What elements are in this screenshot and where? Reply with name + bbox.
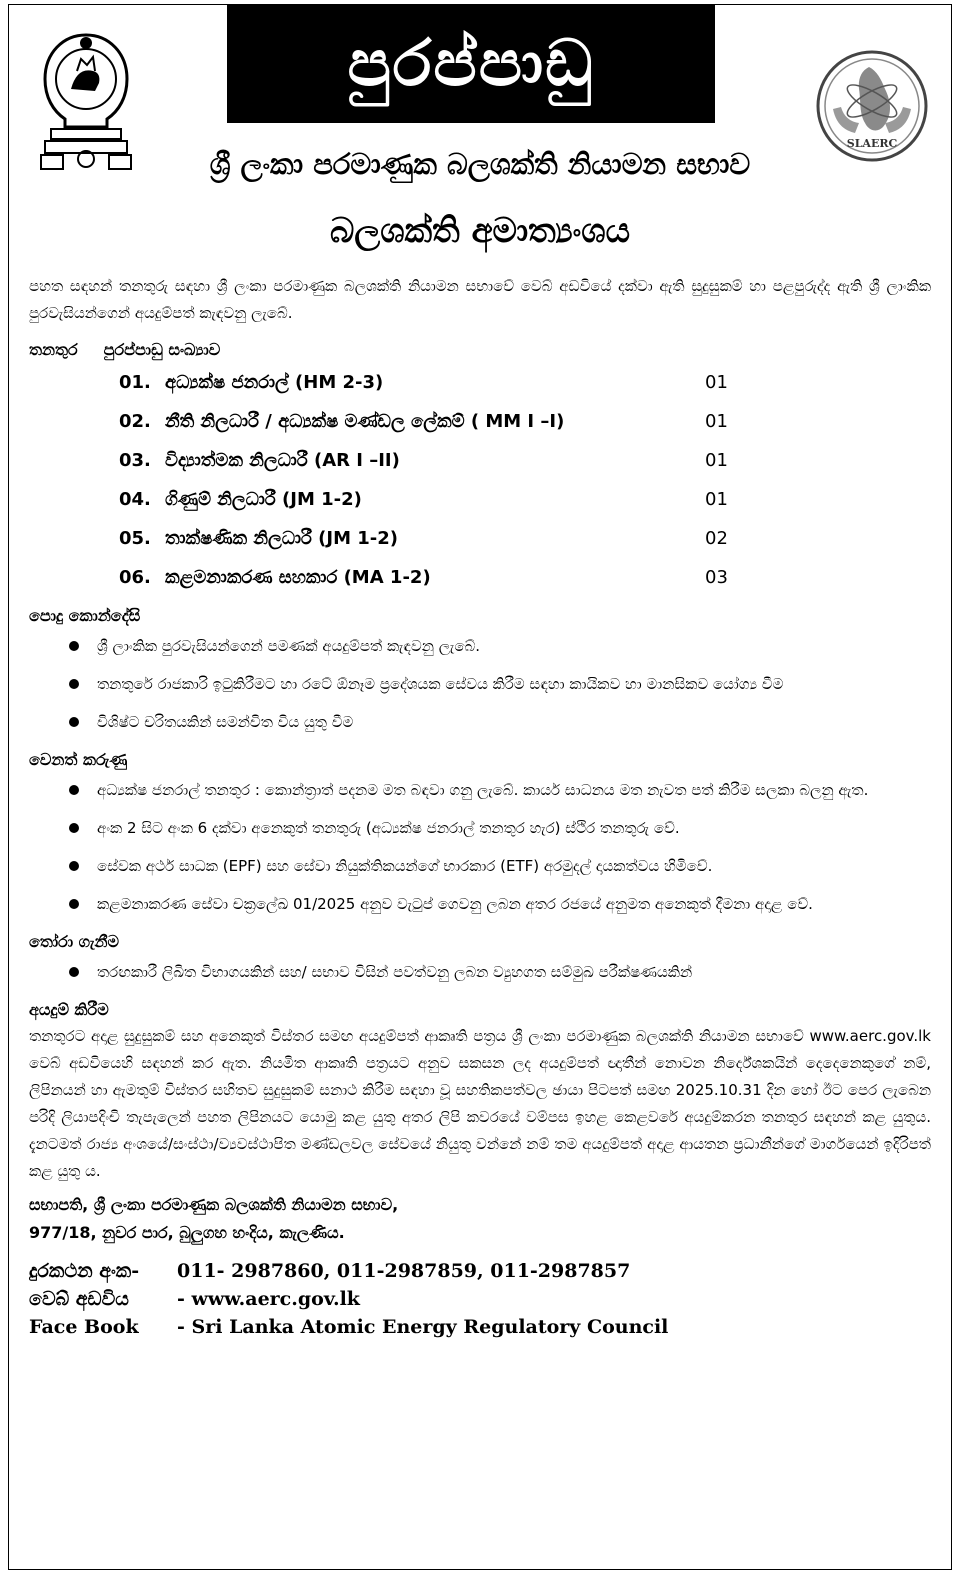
table-row [119,441,765,480]
other-facts-heading: වෙනත් කරුණු [29,750,128,769]
facebook-row [29,1313,931,1341]
list-item: අධ්‍යක්ෂ ජනරාල් තනතුර : කොන්ත්‍රාත් පදනම මත බඳවා ගනු ලැබේ. කාර්ය සාධනය මත නැවත පත් කිරීම සලකා බලනු ඇත. [29,777,931,803]
general-conditions-heading: පොදු කොන්දේසි [29,606,141,625]
vacancy-count: 01 [705,489,728,510]
list-item: අංක 2 සිට අංක 6 දක්වා අනෙකුත් තනතුරු (අධ්‍යක්ෂ ජනරාල් තනතුර හැර) ස්ථිර තනතුරු වේ. [29,815,931,841]
ministry-title: බලශක්ති අමාත්‍යංශය [329,211,631,251]
website-row [29,1285,931,1313]
selection-list [29,959,931,985]
address-line: සභාපති, ශ්‍රී ලංකා පරමාණුක බලශක්ති නියාමන සභාව, [29,1195,399,1214]
contact-details [29,1257,931,1341]
vacancy-number: 04. [119,489,151,510]
vacancy-number: 03. [119,450,151,471]
vacancy-count: 01 [705,372,728,393]
col-count-label: පුරප්පාඩු සංඛ්‍යාව [103,340,221,359]
slaerc-logo-icon [815,49,929,163]
vacancy-count: 03 [705,567,728,588]
list-item: සේවක අර්ථ සාධක (EPF) සහ සේවා නියුක්තිකයන්ගේ භාරකාර (ETF) අරමුදල් දායකත්වය හිමිවේ. [29,853,931,879]
advertisement-body [29,273,931,1341]
vacancy-title: විද්‍යාත්මක නිලධාරී (AR I –II) [165,450,400,471]
intro-paragraph: පහත සඳහන් තනතුරු සඳහා ශ්‍රී ලංකා පරමාණුක බලශක්ති නියාමන සභාවේ වෙබ් අඩවියේ දක්වා ඇති සුදුසුකම් හා පළපුරුද්ද ඇති ශ්‍රී ලාංකික පුරවැසියන්ගෙන් අයදුම්පත් කැඳවනු ලැබේ. [29,277,931,322]
list-item: තනතුරේ රාජකාරි ඉටුකිරීමට හා රටේ ඕනෑම ප්‍රදේශයක සේවය කිරීම සඳහා කායිකව හා මානසිකව යෝග්‍ය වීම [29,671,931,697]
applying-paragraph: තනතුරට අදාළ සුදුසුකම් සහ අනෙකුත් විස්තර සමඟ අයදුම්පත් ආකෘති පත්‍රය ශ්‍රී ලංකා පරමාණුක බලශක්ති නියාමන සභාවේ www.aerc.gov.lk වෙබ් අඩවියෙහි සඳහන් කර ඇත. නියමිත ආකෘති පත්‍රයට අනුව සකසන ලද අයදුම්පත් ඥාතීන් නොවන නිර්දේශකයින් දෙදෙනෙකුගේ නම්, ලිපිනයන් හා ඇමතුම් විස්තර සහිතව සුදුසුකම් සනාථ කිරීම සඳහා වූ සහතිකපත්වල ඡායා පිටපත් සමඟ 2025.10.31 දින හෝ ඊට පෙර ලැබෙන පරිදි ලියාපදිංචි තැපැලෙන් පහත ලිපිනයට යොමු කළ යුතු අතර ලිපි කවරයේ වම්පස ඉහළ කෙළවරේ අයදුම්කරන තනතුර සඳහන් කළ යුතුය. දැනටමත් රාජ්‍ය අංශයේ/සංස්ථා/ව්‍යවස්ථාපිත මණ්ඩලවල සේවයේ නියුතු වන්නේ නම් තම අයදුම්පත් අදාළ ආයතන ප්‍රධානීන්ගේ මාර්ගයෙන් ඉදිරිපත් කළ යුතු ය. [29,1027,931,1180]
table-row [119,480,765,519]
website-link[interactable]: - www.aerc.gov.lk [177,1288,360,1310]
vacancy-title: කළමනාකරණ සහකාර (MA 1-2) [165,567,431,588]
vacancies-banner: පුරප්පාඩු [227,5,715,123]
list-item: ශ්‍රී ලාංකික පුරවැසියන්ගෙන් පමණක් අයදුම්පත් කැඳවනු ලැබේ. [29,633,931,659]
address-line: 977/18, නුවර පාර, බුලුගහ හංදිය, කැලණිය. [29,1223,345,1242]
selection-heading: තෝරා ගැනීම [29,932,120,951]
phone-value: 011- 2987860, 011-2987859, 011-2987857 [177,1260,631,1282]
vacancy-number: 02. [119,411,151,432]
col-post-label: තනතුර [29,340,78,359]
phone-row [29,1257,931,1285]
other-facts-list [29,777,931,917]
applying-heading: අයදුම් කිරීම [29,1000,109,1019]
vacancy-table [119,363,765,597]
phone-label: දුරකථන අංක- [29,1260,140,1282]
vacancy-title: තාක්ෂණික නිලධාරී (JM 1-2) [165,528,399,549]
vacancy-number: 06. [119,567,151,588]
vacancy-table-header [29,337,931,363]
vacancy-title: අධ්‍යක්ෂ ජනරාල් (HM 2-3) [165,372,384,393]
vacancy-number: 05. [119,528,151,549]
vacancy-count: 01 [705,411,728,432]
table-row [119,519,765,558]
table-row [119,402,765,441]
list-item: විශිෂ්ට චරිතයකින් සමන්විත විය යුතු වීම [29,709,931,735]
postal-address [29,1191,931,1247]
website-label: වෙබ් අඩවිය [29,1288,129,1310]
vacancy-number: 01. [119,372,151,393]
general-conditions-list [29,633,931,735]
seal-text: SLAERC [846,137,898,150]
vacancy-title: ගිණුම් නිලධාරී (JM 1-2) [165,489,362,510]
vacancy-title: නීති නිලධාරී / අධ්‍යක්ෂ මණ්ඩල ලේකම් ( MM I –I) [165,411,565,432]
facebook-value: - Sri Lanka Atomic Energy Regulatory Council [177,1316,669,1338]
facebook-label: Face Book [29,1316,139,1338]
organization-title: ශ්‍රී ලංකා පරමාණුක බලශක්ති නියාමන සභාව [209,147,751,181]
vacancy-count: 02 [705,528,728,549]
table-row [119,363,765,402]
list-item: කළමනාකරණ සේවා චක්‍රලේඛ 01/2025 අනුව වැටුප් ගෙවනු ලබන අතර රජයේ අනුමත අනෙකුත් දීමනා අදාළ වේ. [29,891,931,917]
list-item: තරඟකාරී ලිඛිත විභාගයකින් සහ/ සභාව විසින් පවත්වනු ලබන ව්‍යුහගත සම්මුඛ පරීක්ෂණයකින් [29,959,931,985]
table-row [119,558,765,597]
vacancy-count: 01 [705,450,728,471]
advertisement-page [8,4,952,1570]
